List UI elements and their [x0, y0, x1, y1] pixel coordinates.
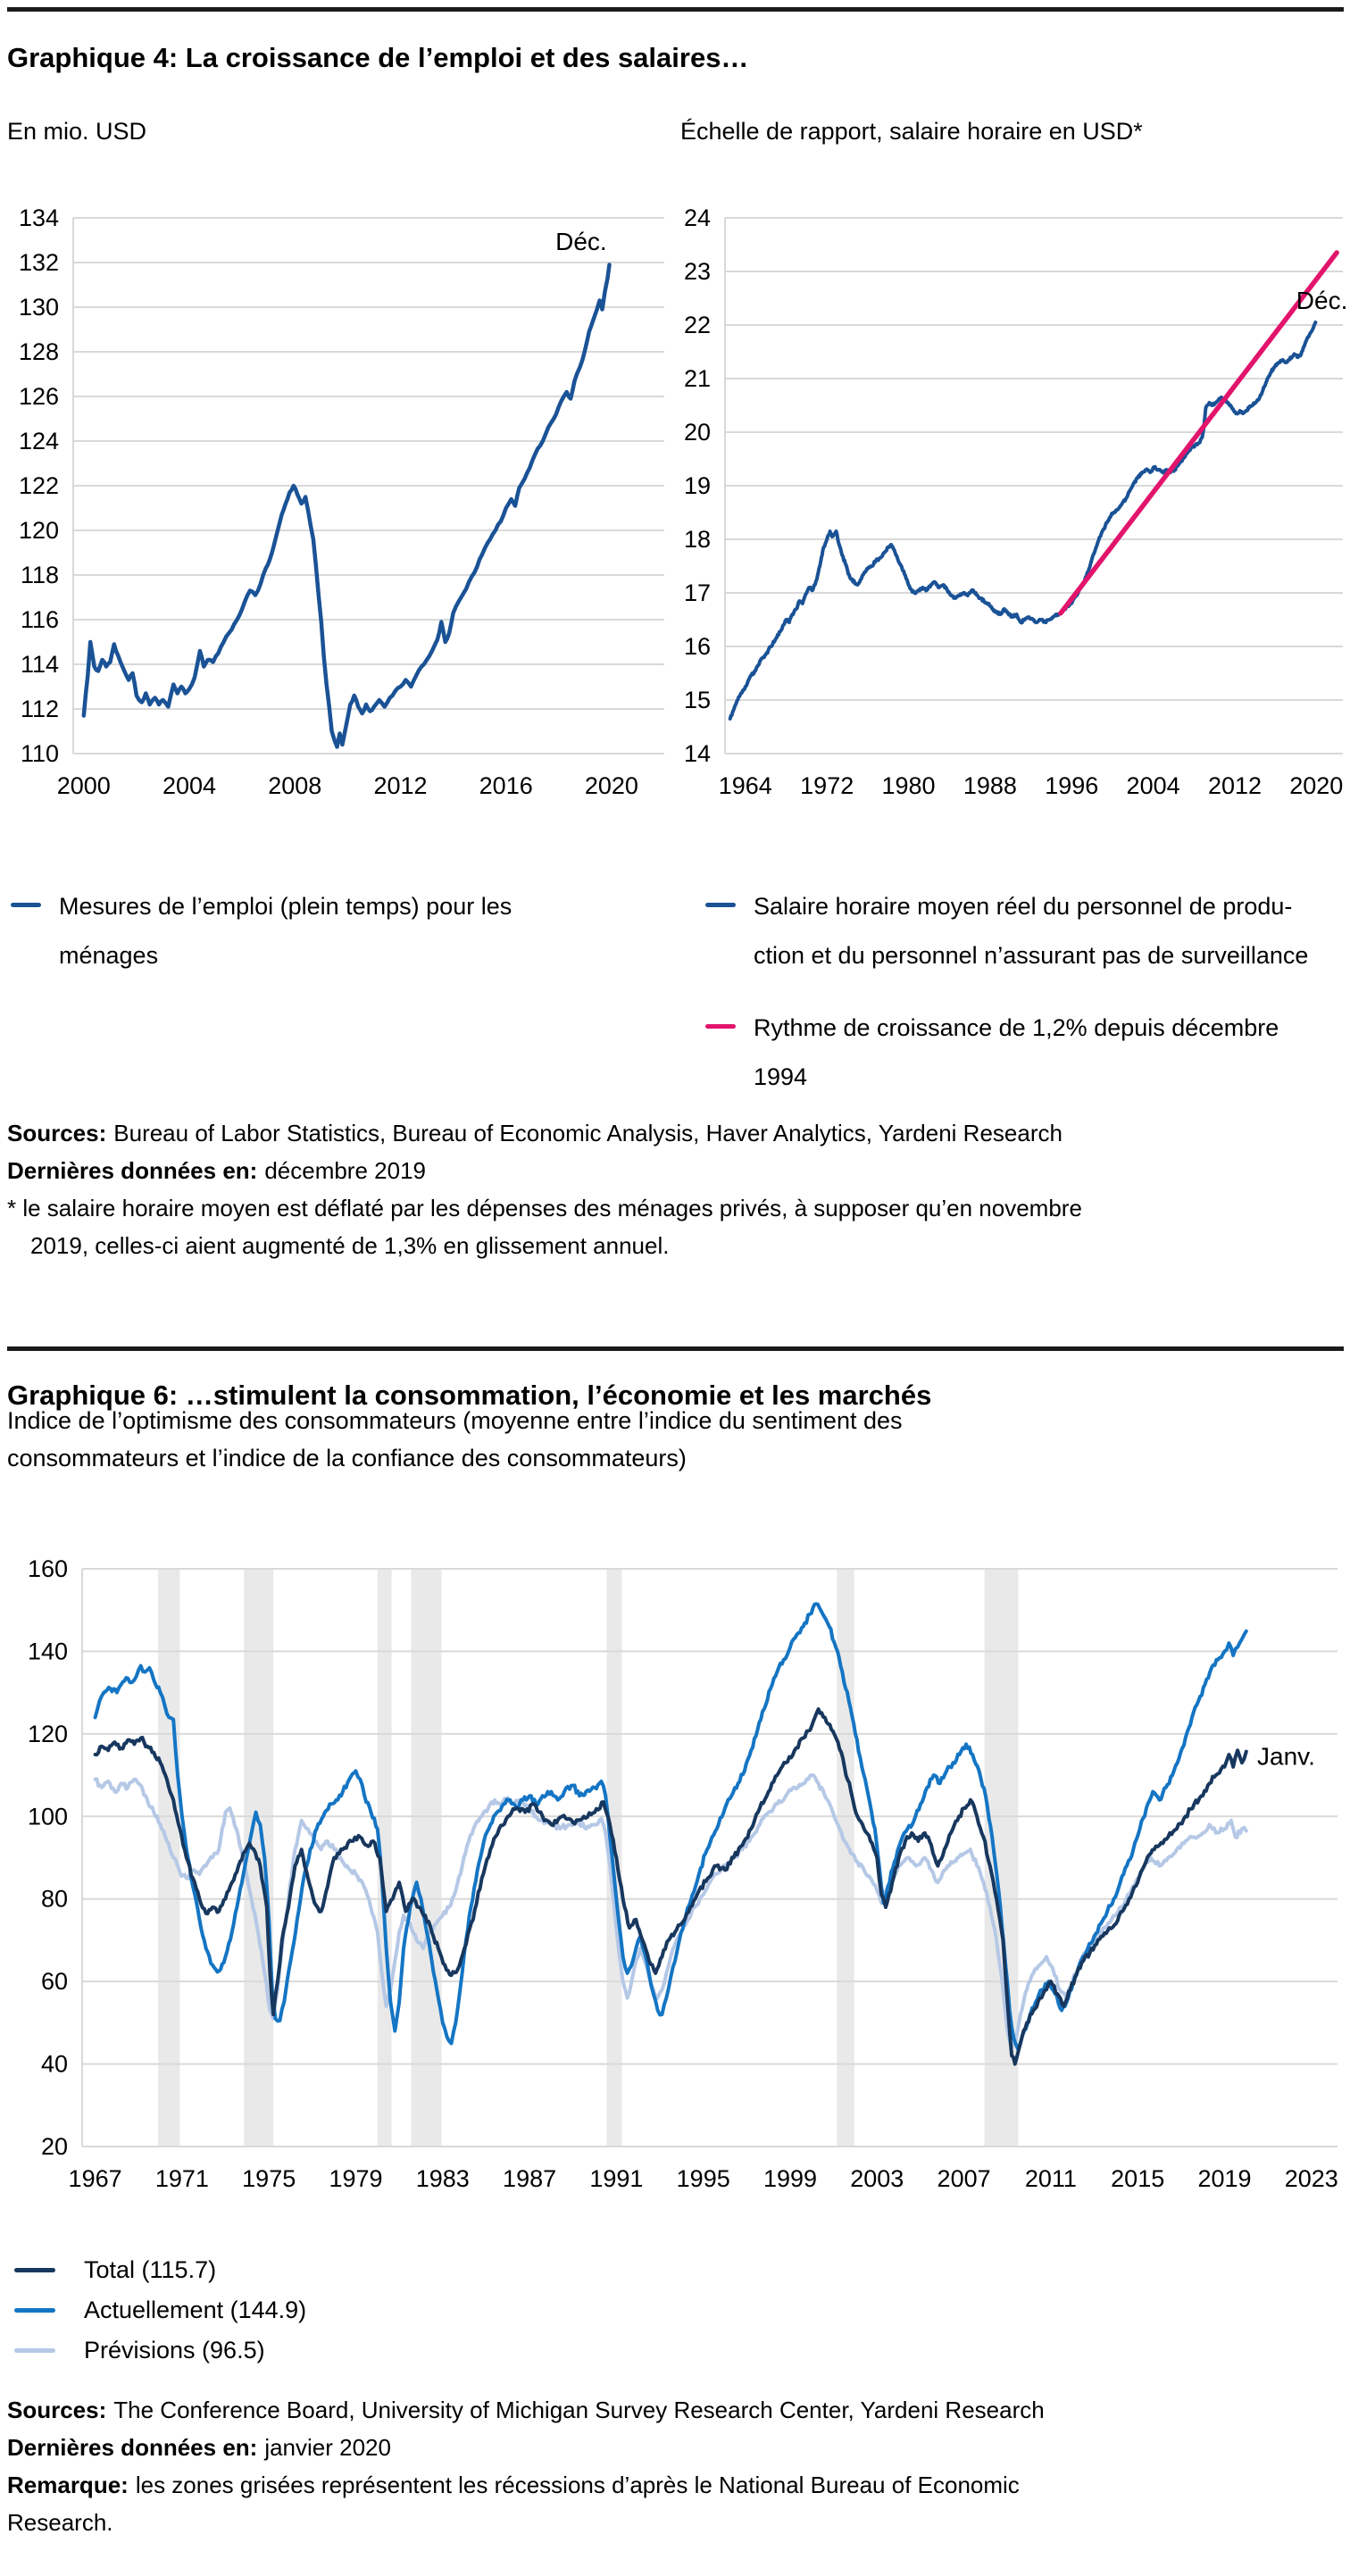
- svg-text:134: 134: [18, 204, 59, 231]
- chart4-last-data: [7, 1152, 1343, 1189]
- svg-text:1971: 1971: [154, 2165, 209, 2192]
- svg-text:2004: 2004: [1126, 772, 1180, 799]
- svg-text:22: 22: [683, 312, 711, 338]
- svg-text:Déc.: Déc.: [1296, 287, 1348, 314]
- svg-text:1975: 1975: [242, 2165, 296, 2192]
- svg-text:20: 20: [683, 419, 711, 446]
- svg-text:23: 23: [683, 258, 711, 285]
- chart4-right-axis-unit: Échelle de rapport, salaire horaire en USD*: [680, 118, 1143, 145]
- svg-text:2008: 2008: [268, 772, 322, 799]
- chart4-left-axis-unit: En mio. USD: [7, 118, 147, 145]
- svg-text:40: 40: [40, 2050, 68, 2078]
- remark-label: Remarque:: [7, 2472, 129, 2498]
- employment-line-chart: [0, 175, 671, 829]
- legend-item-trend: [705, 1004, 1350, 1102]
- svg-text:1980: 1980: [881, 772, 936, 799]
- hourly-wage-line-chart: [675, 175, 1350, 829]
- svg-text:140: 140: [27, 1638, 68, 1665]
- chart6-legend: [14, 2254, 306, 2366]
- svg-text:21: 21: [683, 365, 711, 392]
- svg-text:1988: 1988: [962, 772, 1017, 799]
- legend-item-total: [14, 2254, 306, 2286]
- svg-text:160: 160: [27, 1555, 68, 1582]
- svg-text:1964: 1964: [718, 772, 772, 799]
- top-divider-rule: [7, 7, 1344, 12]
- legend-label: Actuellement (144.9): [84, 2297, 307, 2323]
- svg-text:1991: 1991: [589, 2165, 644, 2192]
- svg-text:122: 122: [18, 472, 59, 499]
- chart4-footnote: * le salaire horaire moyen est déflaté par les dépenses des ménages privés, à supposer qu’en novembre 2019, celles-ci aient augmenté de 1,3% en glissement annuel.: [7, 1195, 1082, 1259]
- chart4-sources: [7, 1114, 1343, 1152]
- legend-label: Rythme de croissance de 1,2% depuis décembre 1994: [754, 1014, 1279, 1090]
- svg-text:132: 132: [18, 249, 59, 276]
- svg-text:Déc.: Déc.: [555, 228, 607, 256]
- chart4-title: Graphique 4: La croissance de l’emploi et des salaires…: [7, 41, 749, 73]
- chart6-footer: [7, 2391, 1343, 2541]
- svg-text:120: 120: [27, 1720, 68, 1747]
- sources-text: The Conference Board, University of Michigan Survey Research Center, Yardeni Research: [113, 2397, 1045, 2423]
- svg-text:24: 24: [683, 204, 711, 231]
- svg-text:100: 100: [27, 1803, 68, 1830]
- chart6-subtitle: Indice de l’optimisme des consommateurs (moyenne entre l’indice du sentiment des consommateurs et l’indice de la confiance des consommateurs): [7, 1407, 903, 1471]
- svg-text:1967: 1967: [68, 2165, 122, 2192]
- chart4-footer: [7, 1114, 1343, 1264]
- sources-label: Sources:: [7, 2397, 107, 2423]
- legend-item-employment: [11, 882, 636, 980]
- svg-text:1987: 1987: [503, 2165, 557, 2192]
- svg-text:2015: 2015: [1111, 2165, 1165, 2192]
- svg-text:2012: 2012: [373, 772, 428, 799]
- svg-text:128: 128: [18, 338, 59, 365]
- svg-text:15: 15: [683, 687, 711, 713]
- svg-text:1995: 1995: [676, 2165, 730, 2192]
- last-data-label: Dernières données en:: [7, 1157, 258, 1184]
- line-swatch-icon: [14, 2268, 55, 2272]
- svg-text:2023: 2023: [1284, 2165, 1338, 2192]
- line-swatch-icon: [705, 903, 736, 907]
- svg-text:2011: 2011: [1024, 2165, 1077, 2192]
- chart6-last-data: [7, 2429, 1343, 2466]
- svg-text:2019: 2019: [1197, 2165, 1252, 2192]
- svg-text:114: 114: [20, 651, 59, 678]
- line-swatch-icon: [705, 1024, 736, 1029]
- chart6-title: Graphique 6: …stimulent la consommation, l’économie et les marchés: [7, 1379, 932, 1411]
- svg-text:17: 17: [683, 579, 711, 606]
- line-swatch-icon: [11, 903, 41, 907]
- line-swatch-icon: [14, 2348, 55, 2353]
- legend-label: Prévisions (96.5): [84, 2337, 265, 2363]
- chart4-left-legend: [11, 882, 636, 980]
- svg-text:2000: 2000: [56, 772, 111, 799]
- svg-text:1983: 1983: [415, 2165, 470, 2192]
- svg-text:Janv.: Janv.: [1257, 1742, 1315, 1771]
- svg-text:1996: 1996: [1045, 772, 1099, 799]
- svg-text:2007: 2007: [937, 2165, 991, 2192]
- legend-label: Mesures de l’emploi (plein temps) pour les ménages: [59, 893, 512, 969]
- svg-text:2003: 2003: [850, 2165, 904, 2192]
- consumer-optimism-line-chart: [0, 1546, 1350, 2212]
- legend-label: Total (115.7): [84, 2256, 217, 2283]
- legend-label: Salaire horaire moyen réel du personnel de produ- ction et du personnel n’assurant pas de surveillance: [754, 893, 1309, 969]
- svg-text:2004: 2004: [162, 772, 217, 799]
- svg-text:118: 118: [20, 562, 59, 588]
- legend-item-previsions: [14, 2334, 306, 2366]
- svg-text:19: 19: [683, 472, 711, 499]
- chart6-remark: [7, 2466, 1343, 2541]
- svg-text:1979: 1979: [329, 2165, 383, 2192]
- svg-text:110: 110: [20, 740, 59, 767]
- svg-text:112: 112: [20, 696, 59, 722]
- svg-text:14: 14: [683, 740, 711, 767]
- svg-text:80: 80: [40, 1885, 68, 1913]
- svg-text:60: 60: [40, 1968, 68, 1996]
- section-divider-rule: [7, 1346, 1344, 1351]
- chart6-sources: [7, 2391, 1343, 2429]
- svg-text:1972: 1972: [800, 772, 854, 799]
- legend-item-actuellement: [14, 2294, 306, 2326]
- svg-text:2020: 2020: [1289, 772, 1344, 799]
- sources-label: Sources:: [7, 1120, 107, 1146]
- svg-text:18: 18: [683, 526, 711, 553]
- svg-text:130: 130: [18, 294, 59, 321]
- svg-text:124: 124: [18, 428, 59, 454]
- remark-text: les zones grisées représentent les récessions d’après le National Bureau of Economic Research.: [7, 2472, 1020, 2536]
- svg-text:120: 120: [18, 517, 59, 544]
- last-data-label: Dernières données en:: [7, 2434, 258, 2461]
- svg-text:126: 126: [18, 383, 59, 410]
- svg-text:2012: 2012: [1207, 772, 1262, 799]
- svg-text:116: 116: [20, 606, 59, 633]
- chart4-right-legend: [705, 882, 1350, 1102]
- svg-text:20: 20: [40, 2133, 68, 2160]
- svg-text:2016: 2016: [479, 772, 533, 799]
- sources-text: Bureau of Labor Statistics, Bureau of Economic Analysis, Haver Analytics, Yardeni Research: [113, 1120, 1062, 1146]
- svg-text:2020: 2020: [584, 772, 638, 799]
- svg-text:16: 16: [683, 633, 711, 660]
- svg-text:1999: 1999: [762, 2165, 818, 2192]
- legend-item-wage: [705, 882, 1350, 980]
- line-swatch-icon: [14, 2308, 55, 2313]
- last-data-text: janvier 2020: [264, 2434, 391, 2461]
- last-data-text: décembre 2019: [264, 1157, 426, 1184]
